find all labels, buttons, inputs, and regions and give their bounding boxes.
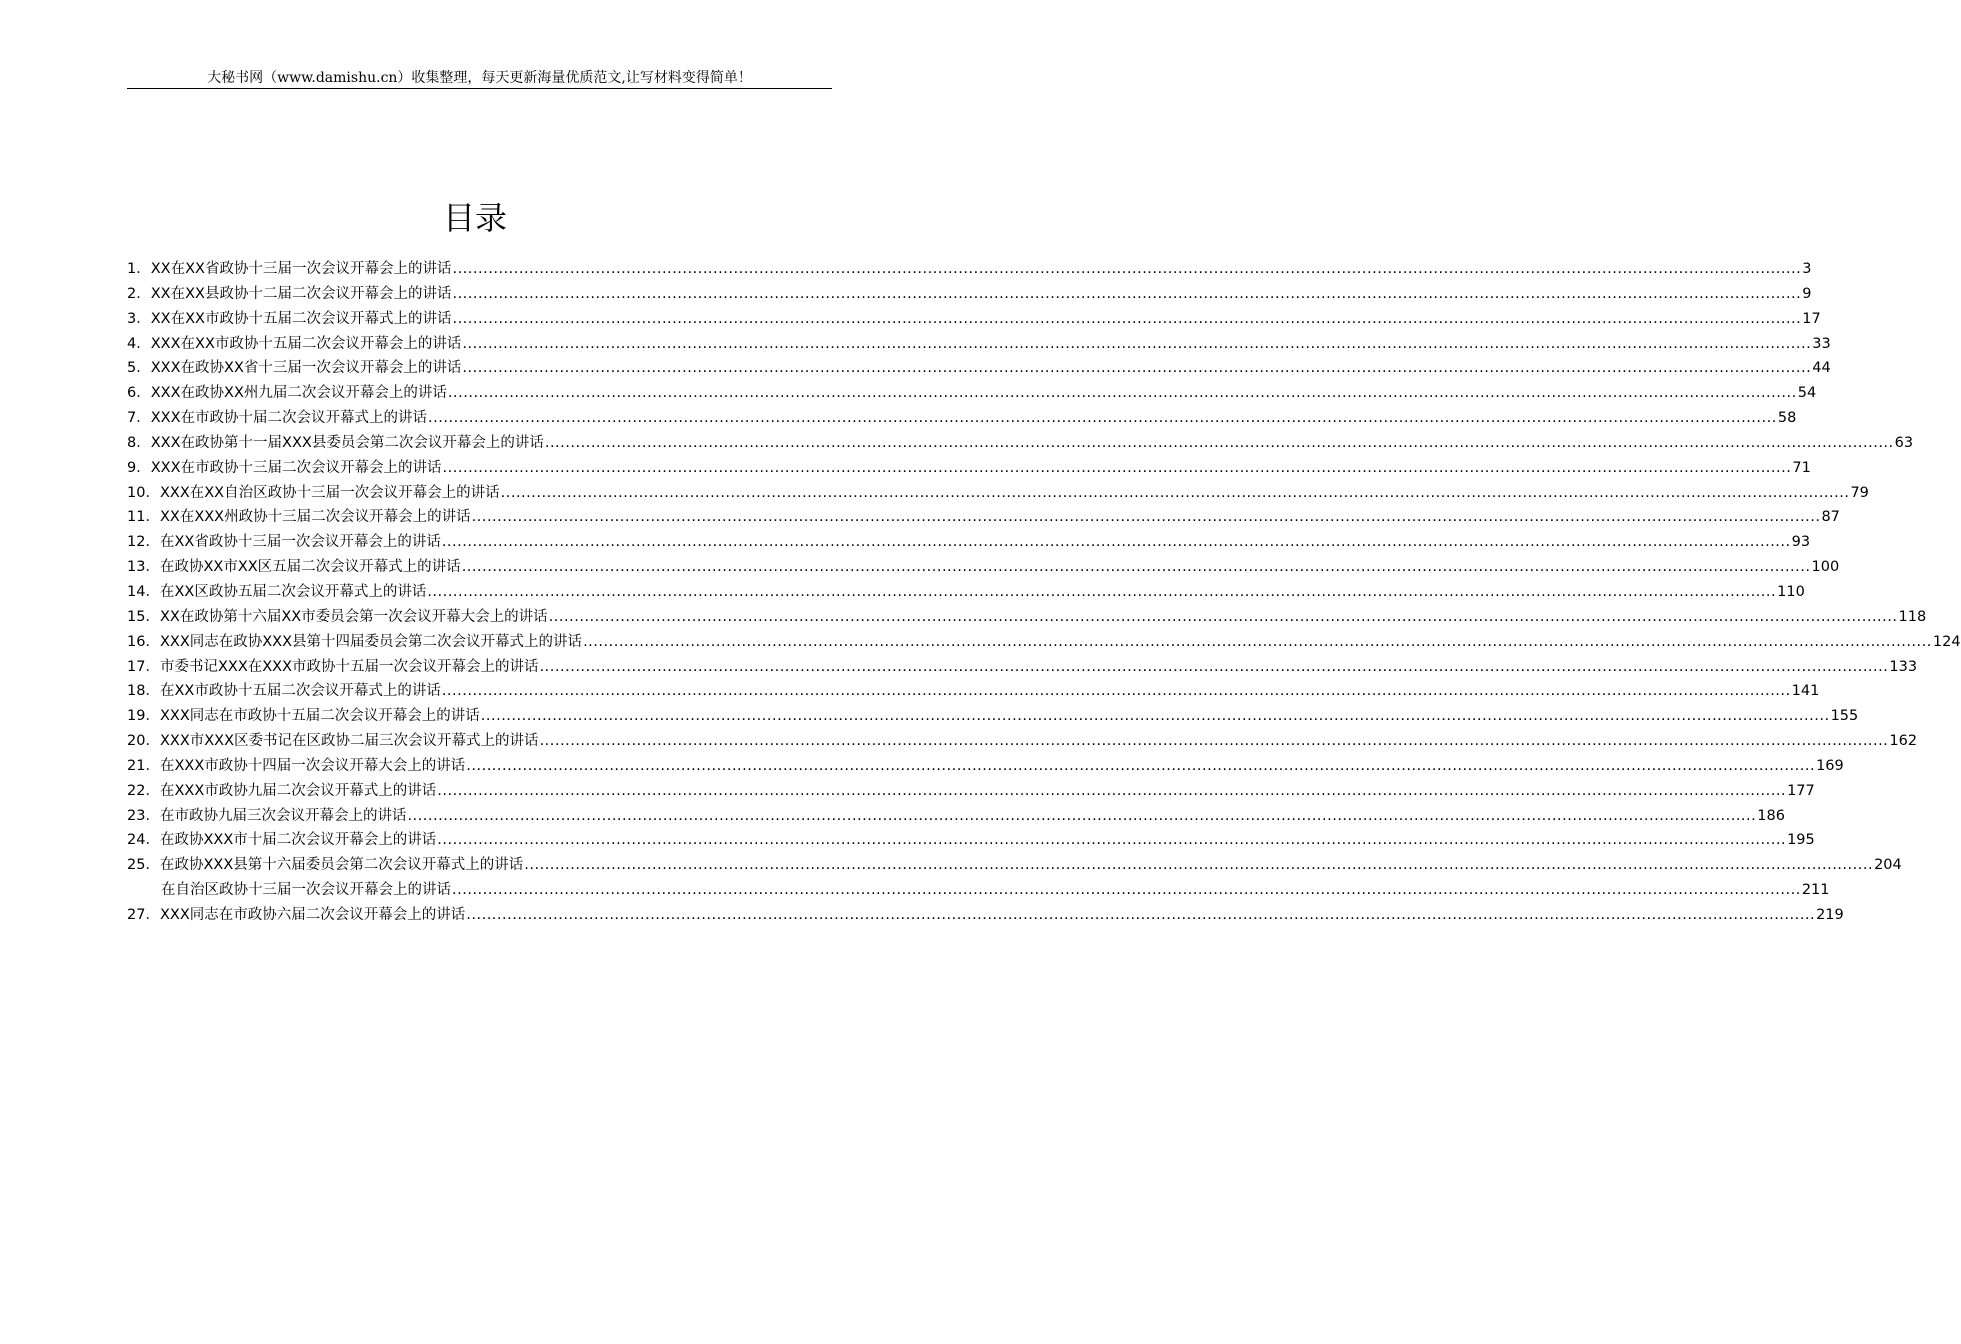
toc-dot-leader [540,655,1889,680]
toc-entry-number: 3． [127,310,151,327]
toc-entry-number: 18． [127,683,160,700]
toc-entry-number: 27． [127,906,160,923]
toc-dot-leader [452,878,1801,903]
toc-dot-leader [437,779,1786,804]
toc-dot-leader [481,704,1830,729]
toc-dot-leader [462,356,1811,381]
toc-entry-title: XXX在市政协十届二次会议开幕式上的讲话 [150,410,428,427]
toc-entry-title: XXX在政协XX省十三届一次会议开幕会上的讲话 [150,360,462,377]
toc-entry[interactable] [127,804,1785,829]
toc-entry[interactable] [127,580,1805,605]
toc-dot-leader [448,381,1797,406]
toc-entry[interactable] [127,779,1815,804]
toc-entry-page: 63 [1894,434,1914,451]
toc-entry-number: 24． [127,832,160,849]
toc-dot-leader [540,729,1889,754]
toc-entry-title: XXX同志在市政协十五届二次会议开幕会上的讲话 [159,708,480,725]
toc-dot-leader [452,257,1801,282]
toc-entry-title: XX在政协第十六届XX市委员会第一次会议开幕大会上的讲话 [159,608,548,625]
toc-dot-leader [466,754,1815,779]
toc-entry-page: 54 [1797,385,1817,402]
toc-entry-page: 118 [1898,608,1927,625]
toc-entry[interactable] [127,381,1817,406]
toc-entry-title: 在政协XX市XX区五届二次会议开幕式上的讲话 [159,559,461,576]
toc-dot-leader [466,903,1815,928]
toc-entry[interactable] [127,555,1840,580]
toc-dot-leader [428,406,1777,431]
toc-dot-leader [462,332,1811,357]
toc-entry-number: 17． [127,658,160,675]
toc-entry-number: 22． [127,782,160,799]
toc-entry-title: 市委书记XXX在XXX市政协十五届一次会议开幕会上的讲话 [159,658,539,675]
toc-entry-page: 186 [1757,807,1785,824]
toc-entry-number: 15． [127,608,160,625]
toc-entry-title: 在XXX市政协九届二次会议开幕式上的讲话 [159,782,437,799]
toc-entry-title: XX在XXX州政协十三届二次会议开幕会上的讲话 [159,509,471,526]
toc-entry-number: 14． [127,583,160,600]
toc-entry-page: 3 [1802,261,1812,277]
toc-entry[interactable] [127,307,1821,332]
toc-entry[interactable] [127,704,1859,729]
toc-entry-number: 7． [127,410,151,427]
toc-entry-title: XXX在政协第十一届XXX县委员会第二次会议开幕会上的讲话 [150,434,544,451]
toc-entry[interactable] [127,431,1914,456]
toc-dot-leader [583,630,1932,655]
toc-entry[interactable] [127,828,1815,853]
toc-entry[interactable] [127,878,1830,903]
toc-entry-title: XXX市XXX区委书记在区政协二届三次会议开幕式上的讲话 [159,733,539,750]
toc-entry-title: 在XX市政协十五届二次会议开幕式上的讲话 [159,683,441,700]
toc-entry-title: XX在XX市政协十五届二次会议开幕式上的讲话 [150,310,452,327]
toc-dot-leader [427,580,1776,605]
page-header: 大秘书网（www.damishu.cn）收集整理，每天更新海量优质范文,让写材料变得简单！ [127,68,832,89]
toc-entry[interactable] [127,729,1918,754]
toc-entry-number: 1． [127,261,151,277]
toc-entry-title: XX在XX县政协十二届二次会议开幕会上的讲话 [150,285,452,302]
toc-entry-number: 9． [127,459,151,476]
toc-entry-page: 219 [1816,906,1844,923]
toc-entry-page: 93 [1791,534,1811,551]
toc-dot-leader [549,605,1898,630]
toc-entry-page: 58 [1777,410,1797,427]
toc-entry-page: 169 [1816,757,1844,774]
toc-entry-page: 124 [1932,633,1961,650]
toc-entry-title: 在XXX市政协十四届一次会议开幕大会上的讲话 [159,757,466,774]
toc-entry-number: 23． [127,807,160,824]
toc-entry-number: 5． [127,360,151,377]
toc-entry-title: 在XX区政协五届二次会议开幕式上的讲话 [159,583,427,600]
toc-entry-page: 71 [1792,459,1811,476]
toc-entry-title: 在政协XXX县第十六届委员会第二次会议开幕式上的讲话 [159,857,524,874]
toc-entry[interactable] [127,456,1811,481]
toc-entry-page: 141 [1791,683,1820,700]
toc-entry-number: 21． [127,757,160,774]
toc-entry-number: 13． [127,559,160,576]
toc-entry-page: 211 [1801,882,1830,899]
toc-entry[interactable] [127,903,1844,928]
toc-entry-title: XXX同志在政协XXX县第十四届委员会第二次会议开幕式上的讲话 [159,633,583,650]
toc-entry[interactable] [127,257,1812,282]
toc-entry-number: 16． [127,633,160,650]
toc-dot-leader [443,456,1792,481]
toc-entry-title: XXX同志在市政协六届二次会议开幕会上的讲话 [159,906,466,923]
toc-entry-title: XXX在政协XX州九届二次会议开幕会上的讲话 [150,385,447,402]
toc-entry-page: 44 [1812,360,1831,377]
toc-entry[interactable] [127,655,1918,680]
toc-entry-number: 8． [127,434,151,451]
toc-entry-page: 162 [1889,733,1918,750]
toc-entry-page: 33 [1812,335,1831,352]
toc-entry-page: 133 [1889,658,1918,675]
page-title: 目录 [442,199,507,237]
toc-entry-page: 87 [1821,509,1840,526]
toc-dot-leader [501,481,1850,506]
toc-entry-page: 79 [1850,484,1869,501]
toc-entry[interactable] [127,530,1811,555]
toc-entry-number: 12． [127,534,160,551]
toc-entry-number: 10． [127,484,160,501]
toc-dot-leader [472,505,1821,530]
toc-dot-leader [437,828,1786,853]
toc-entry-page: 204 [1874,857,1902,874]
toc-dot-leader [545,431,1894,456]
toc-entry-title: XXX在XX自治区政协十三届一次会议开幕会上的讲话 [159,484,500,501]
toc-entry-title: 在市政协九届三次会议开幕会上的讲话 [159,807,407,824]
toc-entry-number: 19． [127,708,160,725]
toc-entry-number: 11． [127,509,160,526]
toc-entry-page: 110 [1777,583,1805,600]
toc-entry-title: 在自治区政协十三届一次会议开幕会上的讲话 [161,882,451,899]
toc-dot-leader [452,282,1801,307]
toc-entry-number: 6． [127,385,151,402]
toc-entry-title: XXX在市政协十三届二次会议开幕会上的讲话 [150,459,442,476]
toc-entry-number: 25． [127,857,160,874]
toc-entry[interactable] [127,630,1961,655]
toc-entry-page: 17 [1802,310,1821,327]
toc-dot-leader [442,530,1791,555]
toc-entry[interactable] [127,679,1820,704]
toc-dot-leader [407,804,1756,829]
toc-entry-title: 在政协XXX市十届二次会议开幕会上的讲话 [159,832,437,849]
toc-entry[interactable] [127,605,1927,630]
toc-entry[interactable] [127,853,1902,878]
toc-entry-title: XX在XX省政协十三届一次会议开幕会上的讲话 [150,261,452,277]
toc-entry[interactable] [127,754,1844,779]
toc-entry[interactable] [127,406,1797,431]
toc-entry-title: 在XX省政协十三届一次会议开幕会上的讲话 [159,534,441,551]
toc-entry[interactable] [127,356,1831,381]
toc-entry-page: 100 [1811,559,1840,576]
toc-dot-leader [524,853,1873,878]
toc-dot-leader [442,679,1791,704]
toc-entry-number: 20． [127,733,160,750]
toc-entry[interactable] [127,282,1812,307]
toc-entry-page: 155 [1830,708,1859,725]
toc-dot-leader [462,555,1811,580]
table-of-contents [127,257,1961,928]
toc-entry[interactable] [127,505,1840,530]
toc-entry-number: 2． [127,285,151,302]
toc-entry-page: 9 [1802,285,1812,302]
toc-entry[interactable] [127,332,1831,357]
toc-entry-number: 4． [127,335,151,352]
toc-entry-page: 195 [1787,832,1815,849]
toc-entry-title: XXX在XX市政协十五届二次会议开幕会上的讲话 [150,335,462,352]
toc-entry[interactable] [127,481,1869,506]
toc-entry-page: 177 [1787,782,1815,799]
toc-dot-leader [452,307,1801,332]
